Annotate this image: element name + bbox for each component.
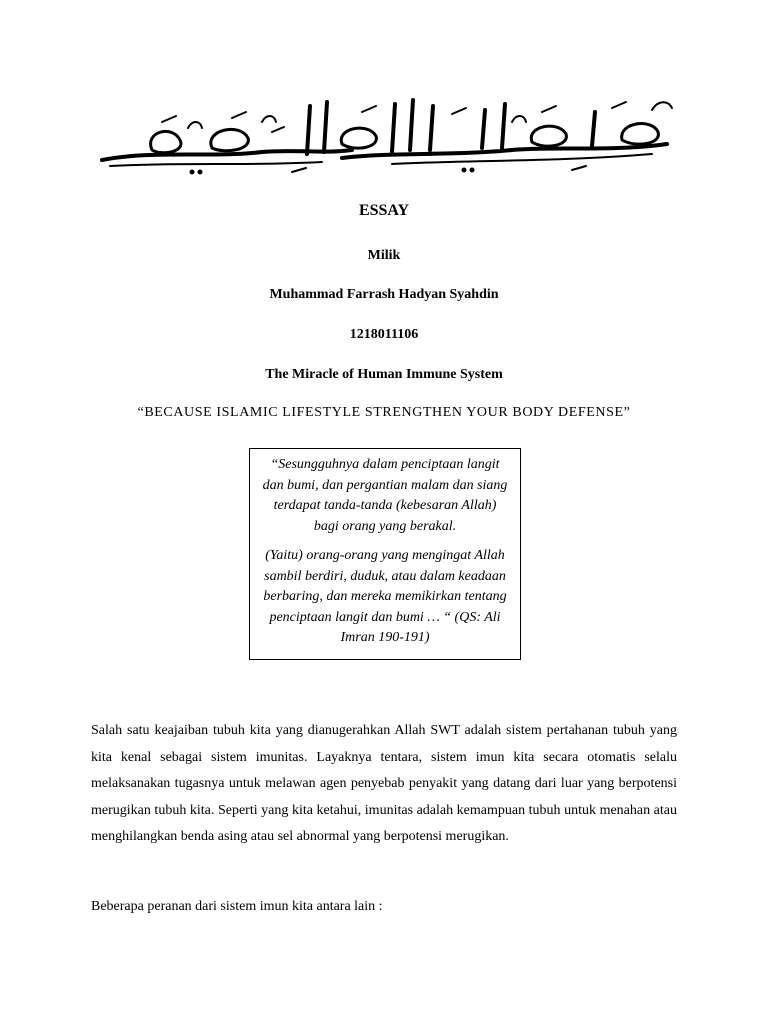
essay-tagline: “BECAUSE ISLAMIC LIFESTYLE STRENGTHEN YOUR BODY DEFENSE” — [137, 405, 631, 420]
student-id: 1218011106 — [349, 327, 419, 342]
quote-paragraph-1: “Sesungguhnya dalam penciptaan langit dan bumi, dan pergantian malam dan siang terdapat tanda-tanda (kebesaran Allah) bagi orang yang berakal. — [262, 457, 508, 534]
document-title: ESSAY — [358, 202, 410, 219]
quote-paragraph-2: (Yaitu) orang-orang yang mengingat Allah sambil berdiri, duduk, atau dalam keadaan berbaring, dan mereka memikirkan tentang penciptaan langit dan bumi … “ (QS: Ali Imran 190-191) — [263, 548, 507, 645]
owner-label: Milik — [367, 248, 401, 263]
body-paragraph-1: Salah satu keajaiban tubuh kita yang dianugerahkan Allah SWT adalah sistem pertahanan tubuh yang kita kenal sebagai sistem imunitas. Layaknya tentara, sistem imun kita secara otomatis selalu melaksanakan tugasnya untuk melawan agen penyebab penyakit yang datang dari luar yang berpotensi merugikan tubuh kita. Seperti yang kita ketahui, imunitas adalah kemampuan tubuh untuk menahan atau menghilangkan benda asing atau sel abnormal yang berpotensi merugikan. — [91, 723, 677, 845]
body-paragraph-2: Beberapa peranan dari sistem imun kita antara lain : — [91, 899, 383, 914]
quran-quote-box — [249, 448, 521, 660]
essay-topic: The Miracle of Human Immune System — [265, 367, 503, 382]
author-name: Muhammad Farrash Hadyan Syahdin — [269, 287, 499, 302]
basmala-calligraphy — [92, 92, 680, 182]
